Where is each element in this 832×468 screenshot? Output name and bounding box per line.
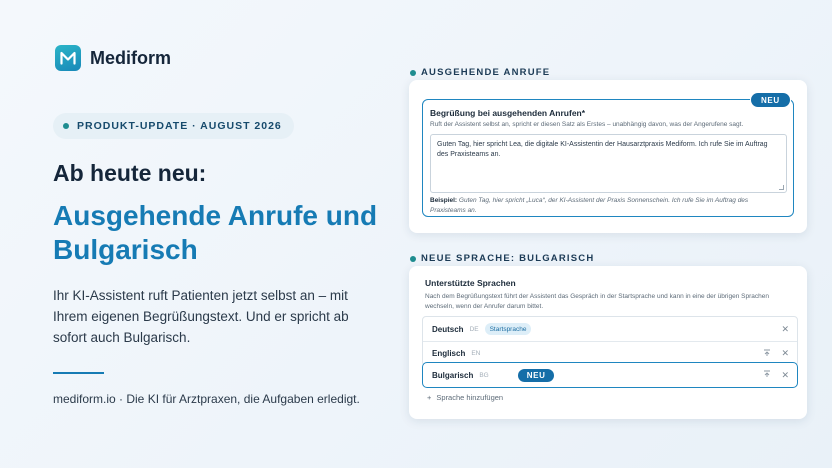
add-language-button[interactable] [427,393,503,402]
new-badge: NEU [750,92,791,108]
example-text [430,196,780,215]
pill-text: PRODUKT-UPDATE · AUGUST 2026 [77,120,282,132]
update-pill [53,113,294,139]
close-icon[interactable]: ✕ [781,369,789,380]
language-code: EN [471,350,481,357]
move-to-top-icon[interactable] [763,370,771,380]
brand [55,45,171,71]
brand-name: Mediform [90,47,171,68]
field-help: Ruft der Assistent selbst an, spricht er diesen Satz als Erstes – unabhängig davon, was der Angerufene sagt. [430,121,744,128]
section-label-outbound [410,67,550,78]
start-language-tag: Startsprache [485,323,532,335]
pill-dot-icon [63,123,69,129]
example-value: Guten Tag, hier spricht „Luca“, der KI-Assistent der Praxis Sonnenschein. Ich rufe Sie im Auftrag des Praxisteams an. [430,197,749,214]
language-name: Englisch [432,349,466,358]
add-language-label: Sprache hinzufügen [436,393,504,402]
section-dot-icon [410,256,416,262]
divider [53,372,104,374]
m-logo-icon [55,45,81,71]
section-dot-icon [410,70,416,76]
close-icon[interactable]: ✕ [781,323,789,334]
example-label: Beispiel: [430,197,458,204]
languages-card [409,266,807,419]
close-icon[interactable]: ✕ [781,348,789,358]
move-to-top-icon[interactable] [763,349,771,359]
languages-title: Unterstützte Sprachen [425,278,516,288]
language-name: Deutsch [432,324,464,334]
footer-text: mediform.io · Die KI für Arztpraxen, die Aufgaben erledigt. [53,392,360,406]
headline: Ab heute neu: [53,160,207,186]
plus-icon: + [427,393,432,402]
field-label: Begrüßung bei ausgehenden Anrufen* [430,108,586,118]
language-list [422,316,798,366]
language-code: DE [469,325,479,333]
section-label-text: AUSGEHENDE ANRUFE [421,67,551,78]
language-code: BG [479,371,489,379]
greeting-textarea[interactable] [430,134,787,193]
description: Ihr KI-Assistent ruft Patienten jetzt selbst an – mit Ihrem eigenen Begrüßungstext. Und er spricht ab sofort auch Bulgarisch. [53,288,349,345]
new-badge: NEU [517,368,556,383]
page-title: Ausgehende Anrufe und Bulgarisch [53,200,378,265]
resize-handle-icon[interactable] [779,185,784,190]
greeting-field [422,99,794,217]
language-name: Bulgarisch [432,370,474,380]
language-row-deutsch[interactable] [423,317,797,341]
section-label-languages [410,253,594,264]
textarea-value: Guten Tag, hier spricht Lea, die digitale KI-Assistentin der Hausarztpraxis Mediform. Ich rufe Sie im Auftrag des Praxisteams an. [437,141,768,158]
language-row-bulgarisch[interactable] [422,362,798,388]
languages-help: Nach dem Begrüßungstext führt der Assistent das Gespräch in der Startsprache und kann in eine der übrigen Sprachen wechseln, wenn der Anrufer darum bittet. [425,293,769,310]
section-label-text: NEUE SPRACHE: BULGARISCH [421,253,595,264]
outbound-card [409,80,807,233]
